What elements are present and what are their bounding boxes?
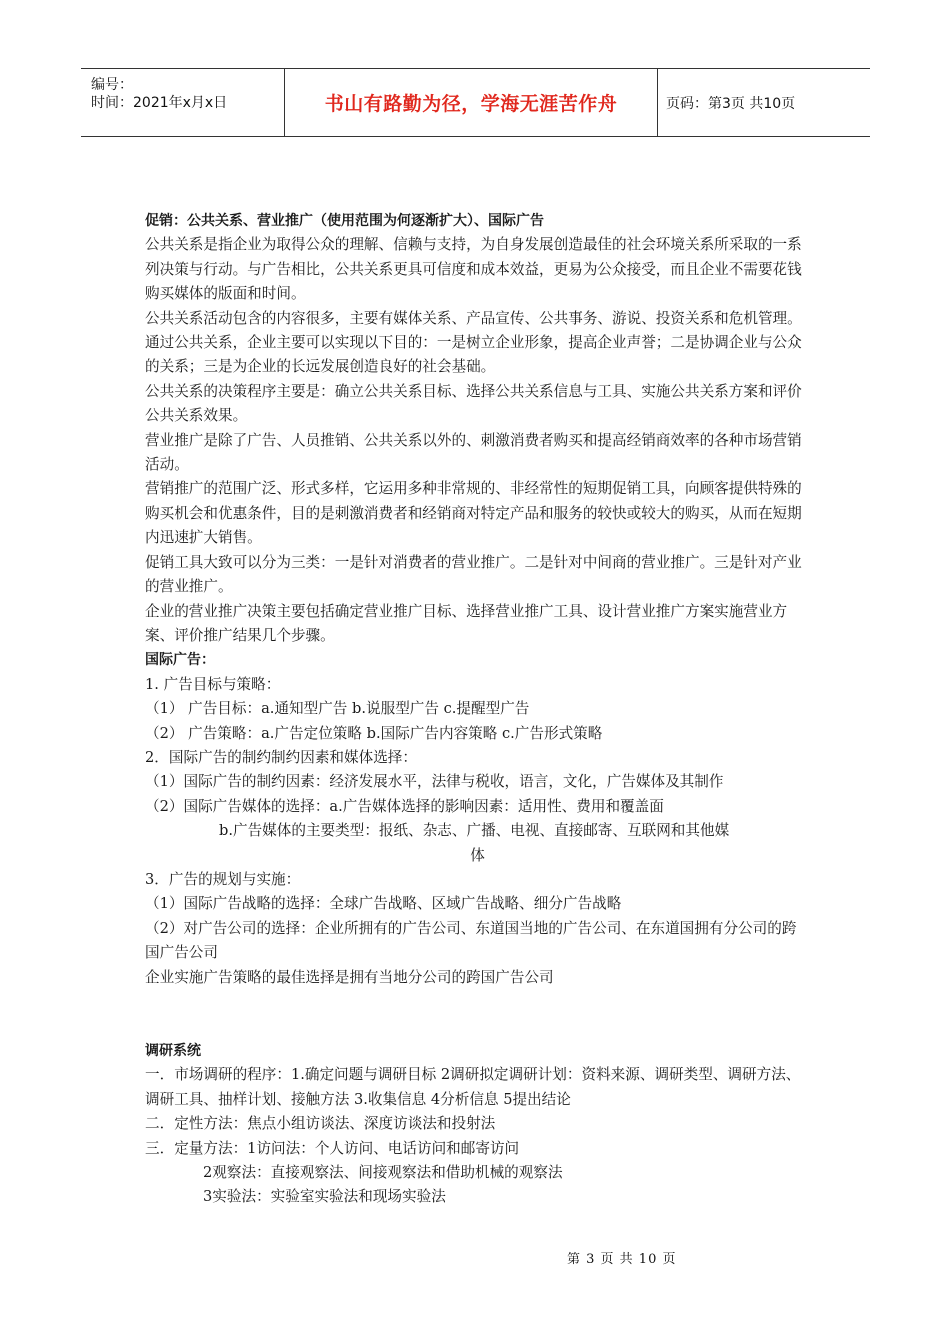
intl-item-2: 2．国际广告的制约制约因素和媒体选择： xyxy=(145,748,417,766)
page-code: 页码：第3页 共10页 xyxy=(666,95,796,112)
document-body xyxy=(145,209,810,1210)
header-meta-cell xyxy=(81,69,284,136)
research-item-2: 二．定性方法：焦点小组访谈法、深度访谈法和投射法 xyxy=(145,1115,496,1133)
header-page-cell xyxy=(657,69,870,136)
research-item-3: 三．定量方法：1访问法：个人访问、电话访问和邮寄访问 xyxy=(145,1139,520,1157)
intl-item-2c: b.广告媒体的主要类型：报纸、杂志、广播、电视、直接邮寄、互联网和其他媒 xyxy=(219,822,730,840)
paragraph-pr-procedure: 公共关系的决策程序主要是：确立公共关系目标、选择公共关系信息与工具、实施公共关系方案和评价公共关系效果。 xyxy=(145,382,802,425)
paragraph-promotion-tools: 促销工具大致可以分为三类：一是针对消费者的营业推广。二是针对中间商的营业推广。三是针对产业的营业推广。 xyxy=(145,553,802,596)
paragraph-pr-activities: 公共关系活动包含的内容很多，主要有媒体关系、产品宣传、公共事务、游说、投资关系和危机管理。通过公共关系，企业主要可以实现以下目的：一是树立企业形象，提高企业声誉；二是协调企业与公众的关系；三是为企业的长远发展创造良好的社会基础。 xyxy=(145,309,802,376)
motto-text: 书山有路勤为径，学海无涯苦作舟 xyxy=(324,93,618,115)
intl-item-2a: （1）国际广告的制约因素：经济发展水平，法律与税收，语言，文化，广告媒体及其制作 xyxy=(145,773,724,791)
promo-heading: 促销：公共关系、营业推广（使用范围为何逐渐扩大）、国际广告 xyxy=(145,213,544,229)
intl-item-3a: （1）国际广告战略的选择：全球广告战略、区域广告战略、细分广告战略 xyxy=(145,895,622,913)
header-table xyxy=(81,68,870,137)
page-footer: 第 3 页 共 10 页 xyxy=(567,1252,677,1267)
paragraph-promotion-decision: 企业的营业推广决策主要包括确定营业推广目标、选择营业推广工具、设计营业推广方案实施营业方案、评价推广结果几个步骤。 xyxy=(145,602,788,644)
intl-item-1a: （1） 广告目标：a.通知型广告 b.说服型广告 c.提醒型广告 xyxy=(145,700,530,718)
document-time: 时间：2021年x月x日 xyxy=(91,95,228,111)
intl-item-2c-tail: 体 xyxy=(470,846,485,864)
intl-item-3: 3．广告的规划与实施： xyxy=(145,870,301,888)
intl-item-3b: （2）对广告公司的选择：企业所拥有的广告公司、东道国当地的广告公司、在东道国拥有分公司的跨国广告公司 xyxy=(145,919,797,962)
research-heading: 调研系统 xyxy=(145,1043,201,1059)
section-gap xyxy=(145,990,810,1039)
intl-item-1b: （2） 广告策略：a.广告定位策略 b.国际广告内容策略 c.广告形式策略 xyxy=(145,724,603,742)
research-item-3a: 2观察法：直接观察法、间接观察法和借助机械的观察法 xyxy=(203,1164,563,1182)
header-motto-cell xyxy=(284,69,658,136)
paragraph-sales-promotion: 营业推广是除了广告、人员推销、公共关系以外的、刺激消费者购买和提高经销商效率的各种市场营销活动。 xyxy=(145,431,802,474)
paragraph-pr-definition: 公共关系是指企业为取得公众的理解、信赖与支持，为自身发展创造最佳的社会环境关系所采取的一系列决策与行动。与广告相比，公共关系更具可信度和成本效益，更易为公众接受，而且企业不需要花钱购买媒体的版面和时间。 xyxy=(145,236,802,303)
research-item-1: 一．市场调研的程序：1.确定问题与调研目标 2调研拟定调研计划：资料来源、调研类型、调研方法、调研工具、抽样计划、接触方法 3.收集信息 4分析信息 5提出结论 xyxy=(145,1066,801,1108)
research-item-3b: 3实验法：实验室实验法和现场实验法 xyxy=(203,1188,446,1206)
intl-item-1: 1. 广告目标与策略： xyxy=(145,675,281,693)
document-code: 编号： xyxy=(91,77,133,93)
paragraph-promotion-scope: 营销推广的范围广泛、形式多样，它运用多种非常规的、非经常性的短期促销工具，向顾客提供特殊的购买机会和优惠条件，目的是刺激消费者和经销商对特定产品和服务的较快或较大的购买，从而在短期内迅速扩大销售。 xyxy=(145,480,802,547)
intl-ad-heading: 国际广告： xyxy=(145,652,215,669)
intl-item-2b: （2）国际广告媒体的选择：a.广告媒体选择的影响因素：适用性、费用和覆盖面 xyxy=(145,797,664,815)
intl-item-3c: 企业实施广告策略的最佳选择是拥有当地分公司的跨国广告公司 xyxy=(145,968,554,986)
